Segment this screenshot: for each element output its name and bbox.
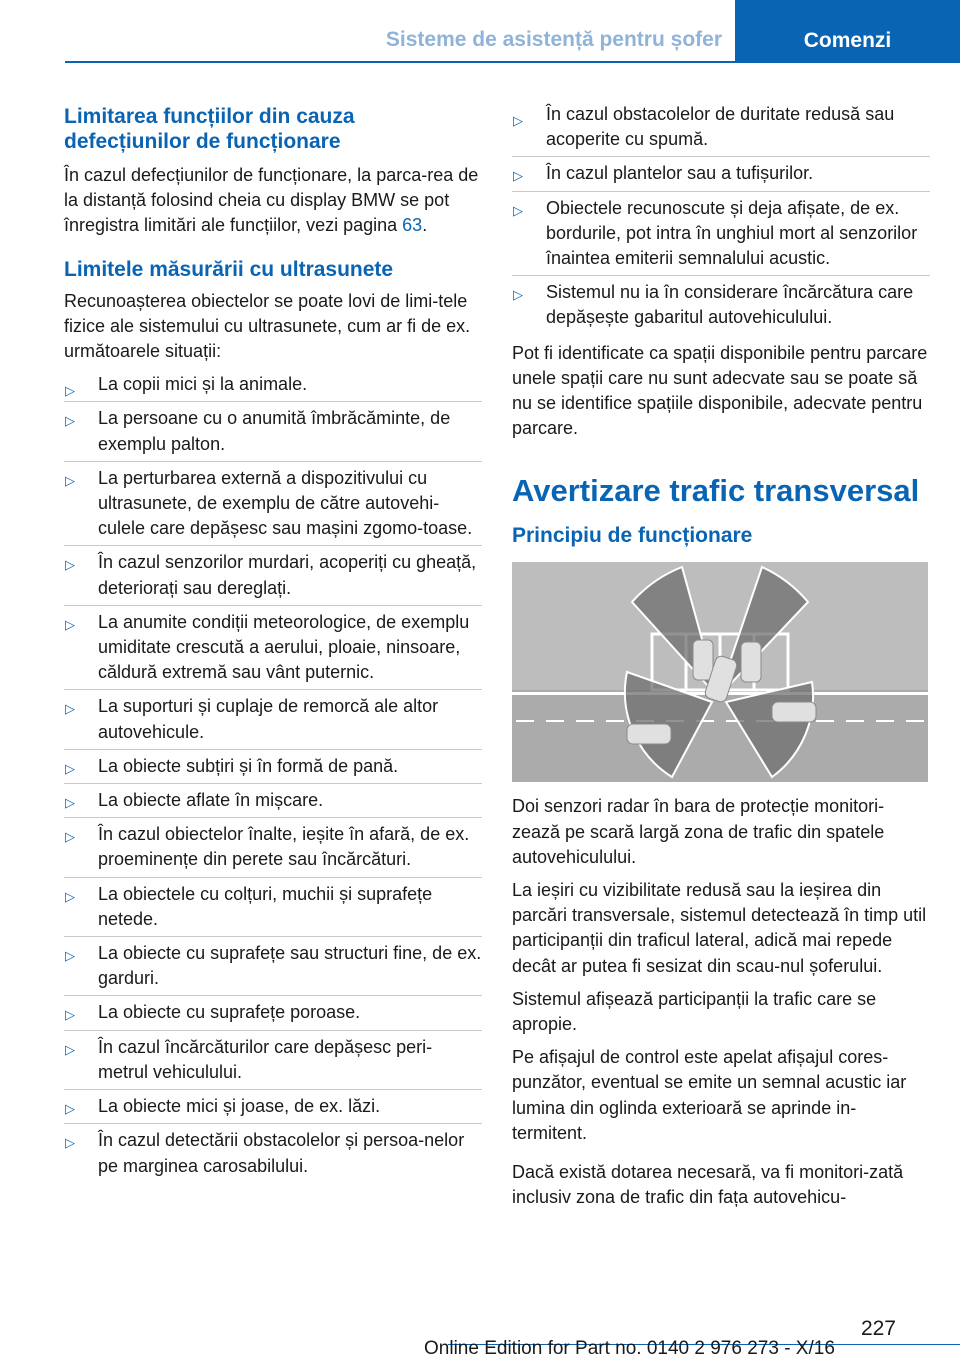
triangle-bullet-icon: ▷ [65, 1135, 75, 1151]
heading-function-limits: Limitarea funcțiilor din cauza defecțiunilor de funcționare [64, 105, 355, 153]
paragraph-ultrasound-limits: Recunoașterea obiectelor se poate lovi de limi‐tele fizice ale sistemului cu ultrasunete, cum ar fi de ex. următoarele situații: [64, 290, 471, 362]
list-item: ▷ Sistemul nu ia în considerare încărcătura care depășește gabaritul autovehiculului. [513, 282, 914, 328]
triangle-bullet-icon: ▷ [65, 1041, 75, 1057]
page-header [0, 0, 960, 62]
paragraph-parking-spaces: Pot fi identificate ca spații disponibile pentru parcare unele spații care nu sunt adecvate sau se poate să nu se identifice spațiile disponibile, adecvate pentru parcare. [512, 342, 928, 439]
triangle-bullet-icon: ▷ [513, 168, 523, 184]
triangle-bullet-icon: ▷ [65, 1101, 75, 1117]
page-reference-link[interactable]: 63 [402, 215, 423, 236]
section-heading-cross-traffic: Avertizare trafic transversal [512, 473, 920, 509]
list-item: ▷ Obiectele recunoscute și deja afișate, de ex. bordurile, pot intra în unghiul mort al senzorilor înaintea emiterii semnalului acustic. [512, 192, 930, 277]
list-item: ▷ La obiecte cu suprafețe sau structuri fine, de ex. garduri. [64, 937, 482, 996]
paragraph-detection: La ieșiri cu vizibilitate redusă sau la ieșirea din parcări transversale, sistemul detectează în timp util participanții din traficul lateral, adică mai repede decât ar putea fi sesizat din scau‐nul șoferului. [512, 880, 927, 976]
left-column [64, 104, 482, 1183]
paragraph-function-limits: În cazul defecțiunilor de funcționare, la parca‐rea de la distanță folosind cheia cu display BMW se pot înregistra limitări ale funcțiilor, vezi pagina 63. [64, 165, 479, 236]
list-item: ▷ La obiecte aflate în mișcare. [64, 784, 482, 818]
triangle-bullet-icon: ▷ [65, 383, 75, 399]
paragraph-radar-sensors: Doi senzori radar în bara de protecție monitori‐zează pe scară largă zona de trafic din spatele autovehiculului. [512, 796, 885, 867]
triangle-bullet-icon: ▷ [513, 113, 523, 128]
chapter-tab[interactable]: Comenzi [735, 0, 960, 62]
list-item: ▷ În cazul plantelor sau a tufișurilor. [512, 157, 930, 191]
list-item: ▷ La obiecte mici și joase, de ex. lăzi. [64, 1090, 482, 1124]
triangle-bullet-icon: ▷ [65, 760, 75, 776]
list-item: ▷ În cazul obstacolelor de duritate redusă sau acoperite cu spumă. [512, 102, 930, 157]
list-item: ▷ La anumite condiții meteorologice, de exemplu umiditate crescută a aerului, ploaie, ninsoare, căldură extremă sau vânt puternic. [64, 606, 482, 691]
limitation-list [64, 372, 482, 1182]
list-item: ▷ La suporturi și cuplaje de remorcă ale altor autovehicule. [64, 690, 482, 749]
triangle-bullet-icon: ▷ [65, 1007, 75, 1023]
triangle-bullet-icon: ▷ [513, 202, 523, 218]
heading-ultrasound-limits: Limitele măsurării cu ultrasunete [64, 257, 394, 281]
page-number: 227 [860, 1317, 896, 1340]
triangle-bullet-icon: ▷ [513, 287, 523, 303]
triangle-bullet-icon: ▷ [65, 472, 75, 488]
list-item: ▷ În cazul încărcăturilor care depășesc peri‐metrul vehiculului. [64, 1031, 482, 1090]
list-item: ▷ În cazul senzorilor murdari, acoperiți cu gheață, deteriorați sau dereglați. [64, 546, 482, 605]
triangle-bullet-icon: ▷ [65, 557, 75, 573]
list-item: ▷ La perturbarea externă a dispozitivului cu ultrasunete, de exemplu de către autovehi‐culele care depășesc sau mașini zgomo‐toase. [64, 462, 482, 547]
list-item: ▷ În cazul obiectelor înalte, ieșite în afară, de ex. proeminențe din perete sau încărcături. [64, 818, 482, 877]
heading-operating-principle: Principiu de funcționare [512, 524, 753, 548]
triangle-bullet-icon: ▷ [65, 795, 75, 811]
triangle-bullet-icon: ▷ [65, 829, 75, 845]
list-item: ▷ În cazul detectării obstacolelor și persoa‐nelor pe marginea carosabilului. [65, 1130, 465, 1176]
triangle-bullet-icon: ▷ [65, 948, 75, 964]
triangle-bullet-icon: ▷ [65, 413, 75, 429]
list-item: ▷ La persoane cu o anumită îmbrăcăminte, de exemplu palton. [64, 402, 482, 461]
list-item: ▷ La obiectele cu colțuri, muchii și suprafețe netede. [64, 878, 482, 937]
list-item: ▷ La obiecte cu suprafețe poroase. [64, 996, 482, 1030]
header-divider [65, 61, 960, 63]
cross-traffic-illustration [512, 562, 928, 782]
right-column [512, 104, 930, 1218]
triangle-bullet-icon: ▷ [65, 701, 75, 717]
list-item: ▷ La obiecte subțiri și în formă de pană. [64, 750, 482, 784]
triangle-bullet-icon: ▷ [65, 888, 75, 904]
footer-edition: Online Edition for Part no. 0140 2 976 273 - X/16 [424, 1338, 835, 1359]
paragraph-front-traffic: Dacă există dotarea necesară, va fi monitori‐zată inclusiv zona de trafic din fața autovehicu‐ [512, 1162, 904, 1208]
section-title: Sisteme de asistență pentru șofer [385, 28, 722, 51]
triangle-bullet-icon: ▷ [65, 616, 75, 632]
paragraph-control-display: Pe afișajul de control este apelat afișajul cores‐punzător, eventual se emite un semnal acustic iar lumina din oglinda exterioară se aprinde in‐termitent. [512, 1047, 907, 1143]
paragraph-display: Sistemul afișează participanții la trafic care se apropie. [512, 988, 877, 1035]
list-item: ▷ La copii mici și la animale. [64, 372, 482, 402]
limitation-list-continued [512, 102, 930, 335]
